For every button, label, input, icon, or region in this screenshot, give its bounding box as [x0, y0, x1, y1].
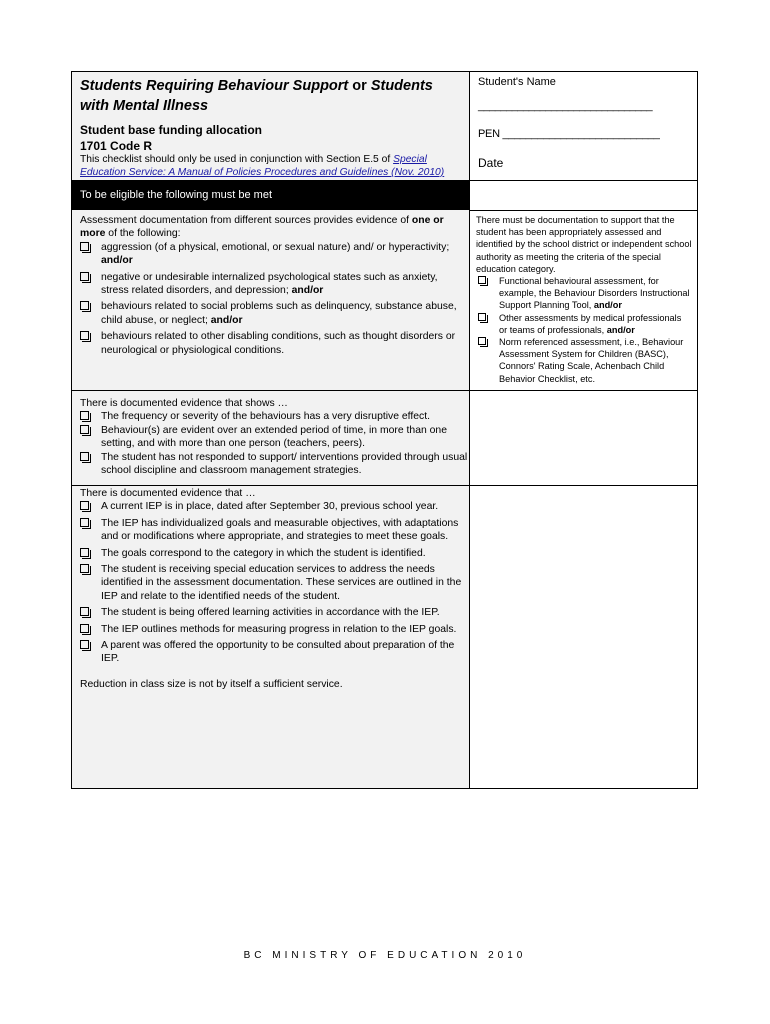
- list-item: negative or undesirable internalized psychological states such as anxiety, stress related disorders, and depression; and/or: [80, 271, 468, 298]
- list-item: aggression (of a physical, emotional, or sexual nature) and/ or hyperactivity; and/or: [80, 241, 468, 268]
- divider: [470, 390, 697, 391]
- behaviour-evidence-section: There is documented evidence that shows … The frequency or severity of the behaviours has a very disruptive effect. Behaviour(s) are evident over an extended period of time, in more than one setting, and with more than one person (teachers, peers). The student has not responded to support/ interventions provided through usual school discipline and classroom management strategies.: [80, 398, 468, 477]
- funding-label: Student base funding allocation: [80, 123, 263, 137]
- divider: [470, 210, 697, 211]
- checkbox[interactable]: [80, 425, 89, 434]
- checklist-form: [71, 71, 698, 789]
- list-item: behaviours related to other disabling conditions, such as thought disorders or neurological or physiological conditions.: [80, 330, 468, 357]
- form-title: Students Requiring Behaviour Support or Students with Mental Illness: [80, 78, 433, 114]
- list-item: The IEP has individualized goals and measurable objectives, with adaptations and or modifications where appropriate, and strategies to meet these goals.: [80, 517, 468, 544]
- checkbox[interactable]: [80, 518, 89, 527]
- list-item: The student is being offered learning activities in accordance with the IEP.: [80, 606, 468, 619]
- list-item: The frequency or severity of the behaviours has a very disruptive effect.: [80, 410, 468, 423]
- checkbox[interactable]: [80, 640, 89, 649]
- checkbox[interactable]: [80, 564, 89, 573]
- divider: [72, 485, 470, 486]
- checkbox[interactable]: [80, 272, 89, 281]
- list-item: The student is receiving special education services to address the needs identified in the assessment documentation. These services are outlined in the IEP and relate to the identified needs of the student.: [80, 563, 468, 603]
- checkbox[interactable]: [80, 452, 89, 461]
- student-name-label: Student's Name: [478, 76, 556, 88]
- checkbox[interactable]: [80, 607, 89, 616]
- list-item: Functional behavioural assessment, for example, the Behaviour Disorders Instructional Support Planning Tool, and/or: [476, 275, 692, 312]
- checkbox[interactable]: [478, 276, 486, 284]
- documentation-section: There must be documentation to support that the student has been appropriately assessed and identified by the school district or independent school authority as meeting the criteria of the special education category. Functional behavioural assessment, for example, the Behaviour Disorders Instructional Support Planning Tool, and/or Other assessments by medical professionals or teams of professionals, and/or Norm referenced assessment, i.e., Behaviour Assessment System for Children (BASC), Connors' Rating Scale, Achenbach Child Behavior Checklist, etc.: [476, 215, 692, 384]
- assessment-section: Assessment documentation from different sources provides evidence of one or more of the following: aggression (of a physical, emotional, or sexual nature) and/ or hyperactivity; and/or negative or undesirable internalized psychological states such as anxiety, stress related disorders, and depression; and/or behaviours related to social problems such as delinquency, substance abuse, child abuse, or neglect; and/or behaviours related to other disabling conditions, such as thought disorders or neurological or physiological conditions.: [80, 214, 468, 357]
- checkbox[interactable]: [478, 337, 486, 345]
- list-item: Other assessments by medical professionals or teams of professionals, and/or: [476, 312, 692, 336]
- list-item: A current IEP is in place, dated after September 30, previous school year.: [80, 500, 468, 513]
- list-item: Norm referenced assessment, i.e., Behaviour Assessment System for Children (BASC), Connors' Rating Scale, Achenbach Child Behavior Checklist, etc.: [476, 336, 692, 385]
- pen-field[interactable]: PEN ___________________________: [478, 128, 660, 140]
- list-item: A parent was offered the opportunity to be consulted about preparation of the IEP.: [80, 639, 468, 666]
- criteria-column: [72, 72, 470, 788]
- list-item: Behaviour(s) are evident over an extended period of time, in more than one setting, and with more than one person (teachers, peers).: [80, 424, 468, 451]
- checkbox[interactable]: [80, 624, 89, 633]
- eligibility-banner: To be eligible the following must be met: [72, 180, 470, 210]
- checkbox[interactable]: [80, 301, 89, 310]
- student-info-column: [470, 72, 697, 788]
- date-field[interactable]: Date: [478, 156, 504, 170]
- student-name-field[interactable]: _______________________________: [478, 100, 653, 112]
- divider: [470, 180, 697, 181]
- closing-note: Reduction in class size is not by itself a sufficient service.: [80, 678, 343, 690]
- list-item: The student has not responded to support/ interventions provided through usual school discipline and classroom management strategies.: [80, 451, 468, 478]
- checkbox[interactable]: [80, 501, 89, 510]
- list-item: The goals correspond to the category in which the student is identified.: [80, 547, 468, 560]
- manual-link[interactable]: Special Education Service: A Manual of Policies Procedures and Guidelines (Nov. 2010): [80, 154, 445, 178]
- page-footer: BC MINISTRY OF EDUCATION 2010: [243, 950, 527, 961]
- list-item: The IEP outlines methods for measuring progress in relation to the IEP goals.: [80, 623, 468, 636]
- checkbox[interactable]: [478, 313, 486, 321]
- checkbox[interactable]: [80, 411, 89, 420]
- iep-evidence-section: There is documented evidence that … A current IEP is in place, dated after September 30, previous school year. The IEP has individualized goals and measurable objectives, with adaptations and or modifications where appropriate, and strategies to meet these goals. The goals correspond to the category in which the student is identified. The student is receiving special education services to address the needs identified in the assessment documentation. These services are outlined in the IEP and relate to the identified needs of the student. The student is being offered learning activities in accordance with the IEP. The IEP outlines methods for measuring progress in relation to the IEP goals. A parent was offered the opportunity to be consulted about preparation of the IEP. Reduction in class size is not by itself a sufficient service.: [80, 487, 468, 691]
- usage-note: This checklist should only be used in conjunction with Section E.5 of Special Education Service: A Manual of Policies Procedures and Guidelines (Nov. 2010): [80, 154, 445, 178]
- code-label: 1701 Code R: [80, 139, 153, 153]
- checkbox[interactable]: [80, 548, 89, 557]
- list-item: behaviours related to social problems such as delinquency, substance abuse, child abuse, or neglect; and/or: [80, 300, 468, 327]
- checkbox[interactable]: [80, 331, 89, 340]
- divider: [72, 390, 470, 391]
- checkbox[interactable]: [80, 242, 89, 251]
- divider: [470, 485, 697, 486]
